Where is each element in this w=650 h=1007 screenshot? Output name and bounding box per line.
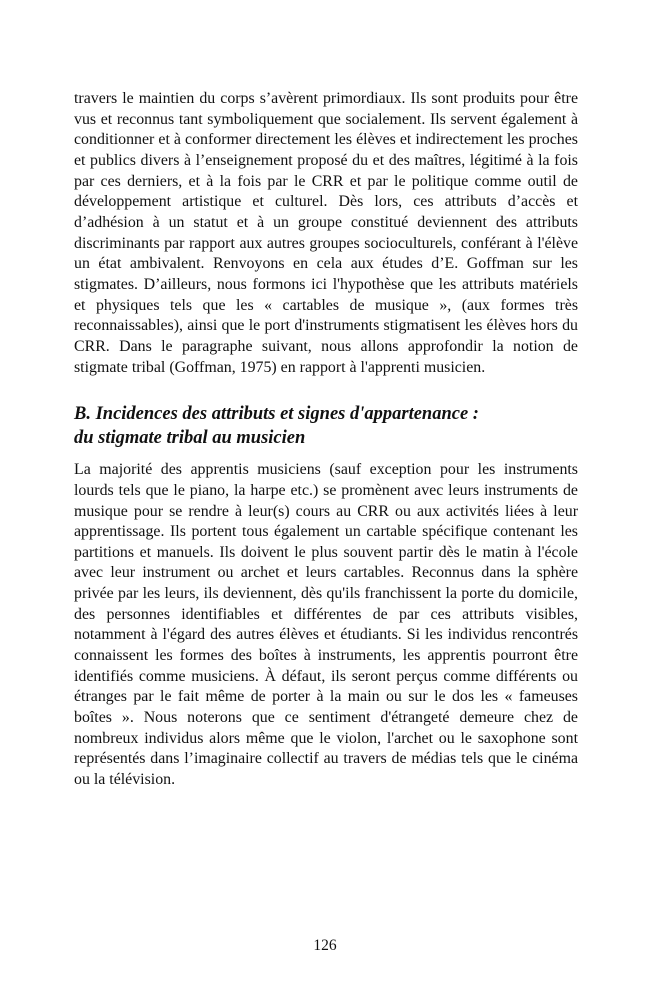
page-number: 126 bbox=[313, 937, 337, 954]
section-heading bbox=[74, 402, 578, 450]
section-heading-line-1: B. Incidences des attributs et signes d'appartenance : bbox=[74, 404, 479, 425]
body-paragraph-1: travers le maintien du corps s’avèrent primordiaux. Ils sont produits pour être vus et reconnus tant symboliquement que socialement. Ils servent également à conditionner et à conformer directement les élèves et indirectement les proches et publics divers à l’enseignement proposé du et des maîtres, légitimé à la fois par ces derniers, et à la fois par le CRR et par le politique comme outil de développement artistique et culturel. Dès lors, ces attributs d’accès et d’adhésion à un statut et à un groupe constitué deviennent des attributs discriminants par rapport aux autres groupes socioculturels, conférant à l'élève un état ambivalent. Renvoyons en cela aux études d’E. Goffman sur les stigmates. D’ailleurs, nous formons ici l'hypothèse que les attributs matériels et physiques tels que les « cartables de musique », (aux formes très reconnaissables), ainsi que le port d'instruments stigmatisent les élèves hors du CRR. Dans le paragraphe suivant, nous allons approfondir la notion de stigmate tribal (Goffman, 1975) en rapport à l'apprenti musicien. bbox=[74, 90, 578, 376]
section-heading-line-2: du stigmate tribal au musicien bbox=[74, 428, 306, 449]
body-paragraph-2: La majorité des apprentis musiciens (sauf exception pour les instruments lourds tels que le piano, la harpe etc.) se promènent avec leurs instruments de musique pour se rendre à leur(s) cours au CRR ou aux activités liées à leur apprentissage. Ils portent tous également un cartable spécifique contenant les partitions et manuels. Ils doivent le plus souvent partir dès le matin à l'école avec leur instrument ou archet et leurs cartables. Reconnus dans la sphère privée par les leurs, ils deviennent, dès qu'ils franchissent la porte du domicile, des personnes identifiables et différentes de par ces attributs visibles, notamment à l'égard des autres élèves et étudiants. Si les individus rencontrés connaissent les formes des boîtes à instruments, les apprentis pourront être identifiés comme musiciens. À défaut, ils seront perçus comme différents ou étranges par le fait même de porter à la main ou sur le dos les « fameuses boîtes ». Nous noterons que ce sentiment d'étrangeté demeure chez de nombreux individus alors même que le violon, l'archet ou le saxophone sont représentés dans l’imaginaire collectif au travers de médias tels que le cinéma ou la télévision. bbox=[74, 461, 578, 789]
page-body bbox=[74, 89, 578, 791]
